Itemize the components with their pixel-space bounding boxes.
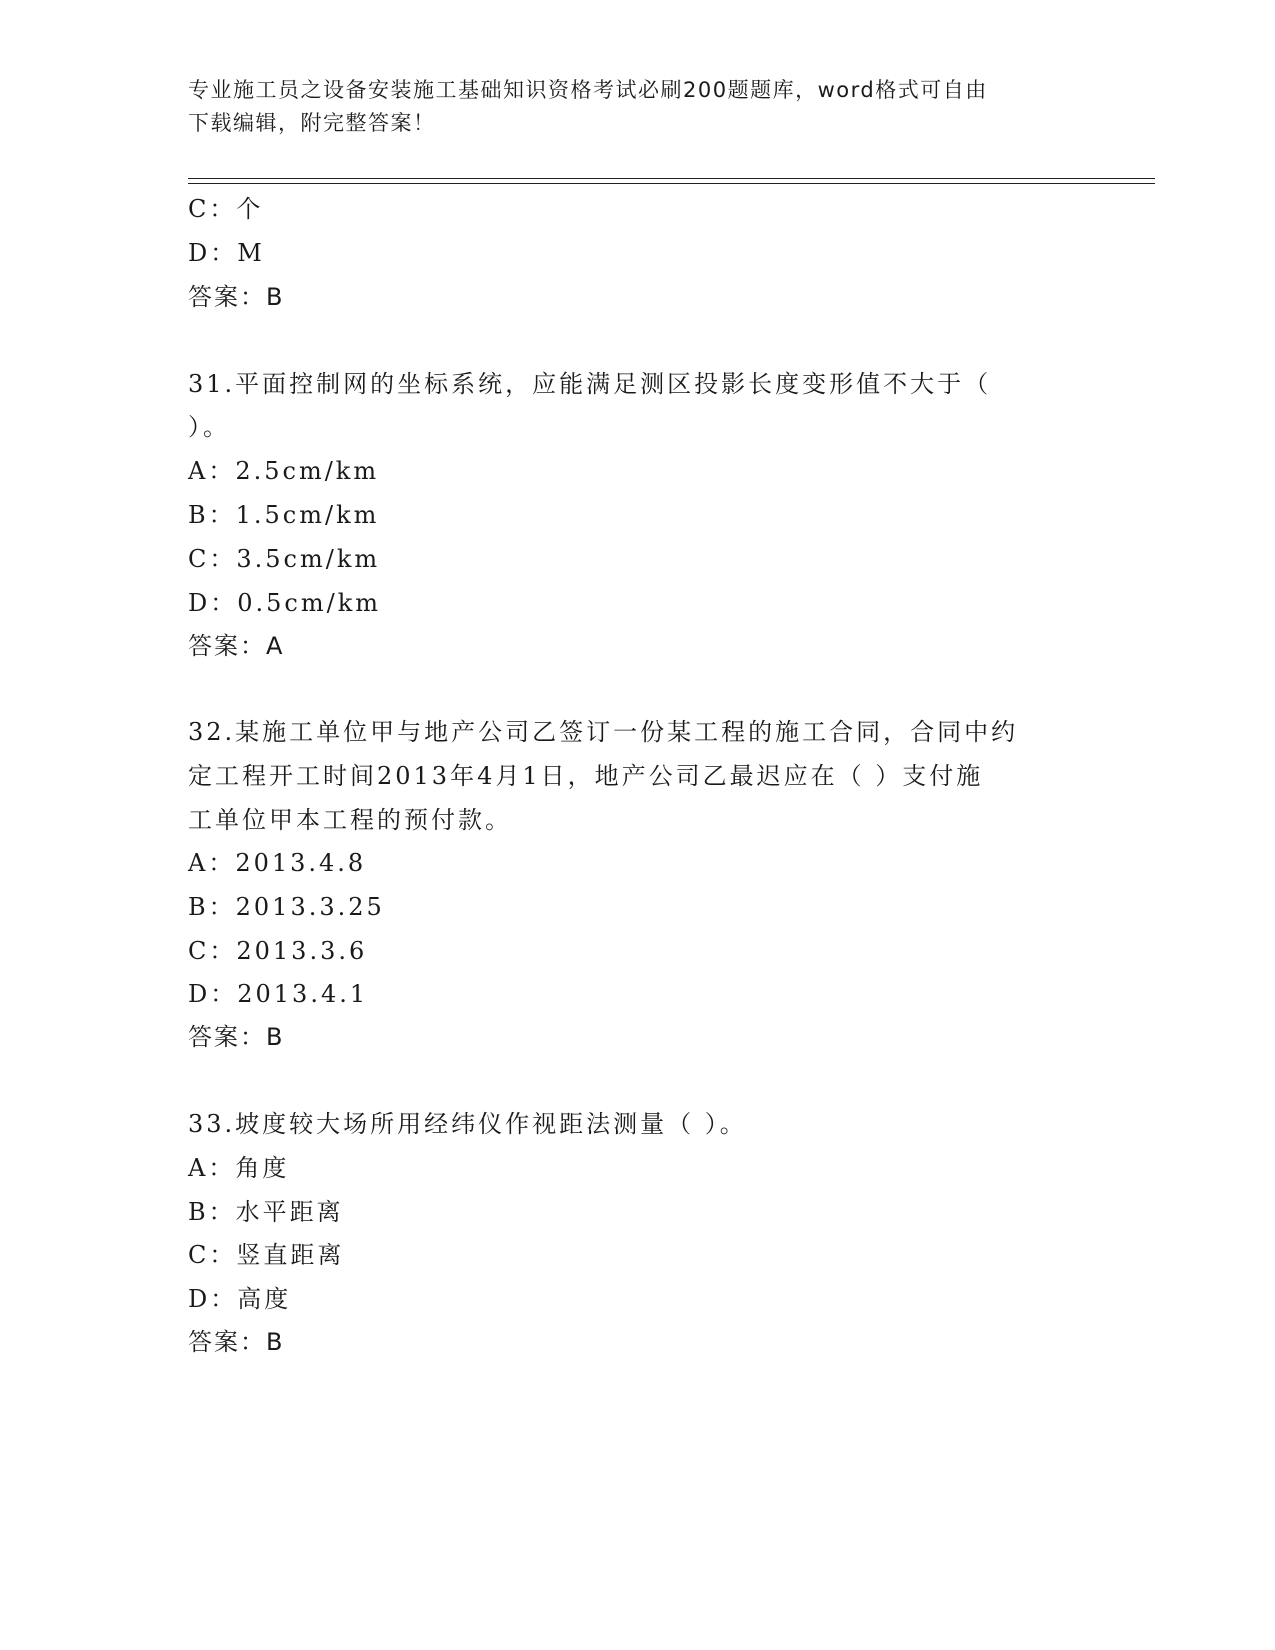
header-line-1: 专业施工员之设备安装施工基础知识资格考试必刷200题题库，word格式可自由 bbox=[188, 78, 988, 102]
q33-answer: 答案：B bbox=[188, 1328, 285, 1356]
q33-stem-line-1: 33.坡度较大场所用经纬仪作视距法测量（ ）。 bbox=[188, 1110, 747, 1138]
q32-stem-line-1: 32.某施工单位甲与地产公司乙签订一份某工程的施工合同，合同中约 bbox=[188, 718, 1019, 746]
q31-option-d: D：0.5cm/km bbox=[188, 589, 381, 617]
q31-stem-line-2: ）。 bbox=[188, 413, 230, 441]
q32-option-d: D：2013.4.1 bbox=[188, 980, 369, 1008]
q33-option-b: B：水平距离 bbox=[188, 1198, 344, 1226]
q32-stem-line-2: 定工程开工时间2013年4月1日，地产公司乙最迟应在（ ）支付施 bbox=[188, 762, 984, 790]
q31-option-c: C：3.5cm/km bbox=[188, 545, 381, 573]
q33-option-d: D：高度 bbox=[188, 1285, 292, 1313]
document-header bbox=[188, 74, 1088, 140]
q33-option-c: C：竖直距离 bbox=[188, 1241, 345, 1269]
q32-option-b: B：2013.3.25 bbox=[188, 893, 385, 921]
q32-answer: 答案：B bbox=[188, 1023, 285, 1051]
q32-stem-line-3: 工单位甲本工程的预付款。 bbox=[188, 806, 512, 834]
header-line-2: 下载编辑，附完整答案！ bbox=[188, 111, 436, 135]
q31-option-b: B：1.5cm/km bbox=[188, 501, 380, 529]
q32-option-c: C：2013.3.6 bbox=[188, 937, 368, 965]
prev-option-c: C：个 bbox=[188, 195, 264, 223]
q31-option-a: A：2.5cm/km bbox=[188, 457, 380, 485]
header-rule-bottom bbox=[188, 183, 1155, 184]
q32-option-a: A：2013.4.8 bbox=[188, 849, 367, 877]
prev-answer: 答案：B bbox=[188, 283, 285, 311]
prev-option-d: D：M bbox=[188, 239, 265, 267]
q33-option-a: A：角度 bbox=[188, 1154, 290, 1182]
header-rule-top bbox=[188, 178, 1155, 179]
q31-answer: 答案：A bbox=[188, 632, 285, 660]
q31-stem-line-1: 31.平面控制网的坐标系统，应能满足测区投影长度变形值不大于（ bbox=[188, 370, 992, 398]
